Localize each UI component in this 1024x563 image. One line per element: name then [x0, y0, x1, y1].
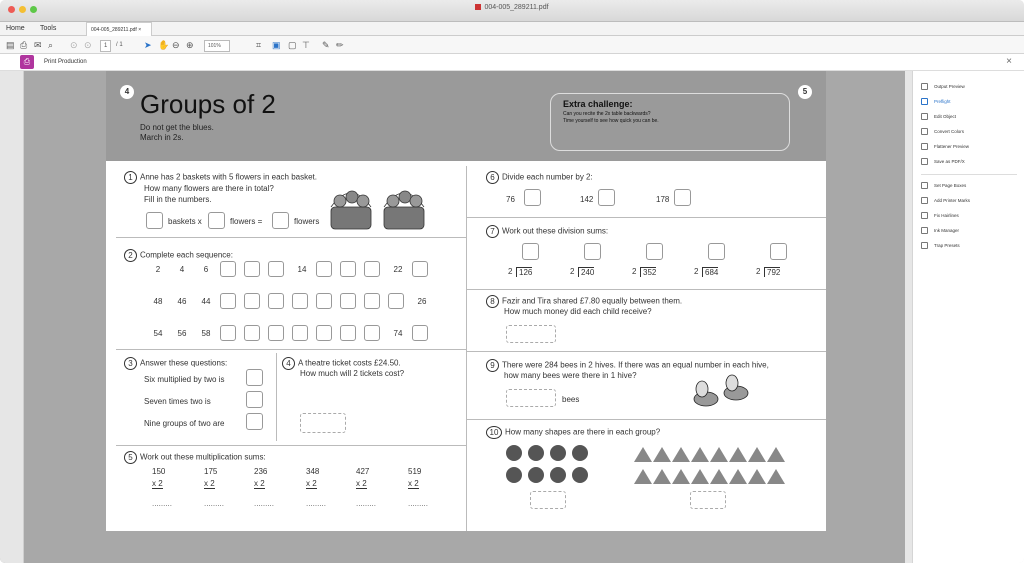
q1-line: How many flowers are there in total?	[144, 184, 274, 193]
sequence-number: 74	[393, 329, 403, 338]
triangle-shape	[634, 469, 652, 484]
circle-shape	[572, 467, 588, 483]
pdf-icon	[475, 4, 481, 10]
triangle-shape	[710, 447, 728, 462]
sequence-number: 14	[297, 265, 307, 274]
multiplication-factor: x 2	[152, 479, 163, 488]
subtitle-line: March in 2s.	[140, 133, 184, 142]
sidebar-item-label: Preflight	[934, 99, 951, 104]
circle-shape	[528, 467, 544, 483]
q2-number: 2	[124, 249, 137, 262]
sequence-box[interactable]	[220, 325, 236, 341]
zoom-in-icon[interactable]: ⊕	[186, 40, 194, 50]
dividend: 352	[640, 267, 656, 277]
sequence-box[interactable]	[316, 293, 332, 309]
answer-box[interactable]	[506, 389, 556, 407]
divide-number: 76	[506, 195, 515, 204]
window-title	[0, 4, 1024, 11]
divider	[276, 353, 277, 441]
answer-box[interactable]	[584, 243, 601, 260]
divider	[116, 237, 466, 238]
printer-marks-icon	[921, 197, 928, 204]
divider	[466, 419, 826, 420]
answer-box[interactable]	[506, 325, 556, 343]
q3-question: Six multiplied by two is	[144, 375, 225, 384]
document-tab[interactable]	[86, 22, 152, 36]
q3-number: 3	[124, 357, 137, 370]
sequence-number: 22	[393, 265, 403, 274]
q10-label: How many shapes are there in each group?	[505, 427, 661, 437]
challenge-text	[563, 111, 659, 125]
answer-box[interactable]	[146, 212, 163, 229]
multiplication-number: 519	[408, 467, 422, 476]
dividend: 240	[578, 267, 594, 277]
document-tab-label: 004-005_289211.pdf	[91, 27, 137, 33]
multiplication-factor: x 2	[356, 479, 367, 488]
q4-number: 4	[282, 357, 295, 370]
q5-text	[124, 451, 266, 464]
q7-label: Work out these division sums:	[502, 226, 609, 236]
comment-icon[interactable]: ✎	[322, 40, 330, 50]
search-icon[interactable]: ⌕	[48, 40, 54, 50]
answer-box[interactable]	[246, 413, 263, 430]
divisor: 2	[570, 267, 575, 276]
sequence-box[interactable]	[244, 293, 260, 309]
sequence-box[interactable]	[316, 325, 332, 341]
multiplication-number: 427	[356, 467, 370, 476]
flower-basket-icon	[326, 179, 436, 234]
sequence-number: 26	[417, 297, 427, 306]
answer-box[interactable]	[522, 243, 539, 260]
divisor: 2	[508, 267, 513, 276]
sequence-box[interactable]	[412, 261, 428, 277]
sidebar-item-label: Edit Object	[934, 114, 957, 119]
triangle-shape	[767, 447, 785, 462]
answer-box[interactable]	[770, 243, 787, 260]
sequence-box[interactable]	[340, 261, 356, 277]
dividend: 684	[702, 267, 718, 277]
divider	[116, 349, 466, 350]
q1-number: 1	[124, 171, 137, 184]
home-tab[interactable]: Home	[6, 25, 25, 32]
divider	[466, 351, 826, 352]
triangle-shape	[748, 469, 766, 484]
answer-box[interactable]	[598, 189, 615, 206]
tools-tab[interactable]: Tools	[40, 25, 57, 32]
sequence-number: 44	[201, 297, 211, 306]
q1-label: baskets x	[168, 217, 202, 226]
q8-line: Fazir and Tira shared £7.80 equally between them.	[502, 296, 683, 306]
triangle-shape	[729, 469, 747, 484]
page-total: / 1	[116, 42, 123, 48]
q3-label: Answer these questions:	[140, 358, 228, 368]
sidebar-item-flattener-preview[interactable]	[921, 143, 969, 150]
toolbar	[0, 36, 1024, 54]
divisor: 2	[632, 267, 637, 276]
hairlines-icon	[921, 212, 928, 219]
sequence-number: 6	[203, 265, 209, 274]
answer-box[interactable]	[674, 189, 691, 206]
answer-box[interactable]	[524, 189, 541, 206]
sequence-number: 56	[177, 329, 187, 338]
menu-bar	[0, 22, 1024, 36]
q4-line: How much will 2 tickets cost?	[300, 369, 405, 378]
q5-number: 5	[124, 451, 137, 464]
tool-title[interactable]: Print Production	[44, 59, 87, 65]
q6-number: 6	[486, 171, 499, 184]
tool-bar	[0, 54, 1024, 71]
sidebar-item-edit-object[interactable]	[921, 113, 956, 120]
triangle-shape	[729, 447, 747, 462]
edit-object-icon	[921, 113, 928, 120]
multiplication-factor: x 2	[254, 479, 265, 488]
divider	[116, 445, 466, 446]
prev-page-icon[interactable]: ⊙	[70, 40, 78, 50]
sequence-number: 48	[153, 297, 163, 306]
triangle-shape	[672, 469, 690, 484]
triangle-shape	[672, 447, 690, 462]
multiplication-number: 175	[204, 467, 218, 476]
divider	[466, 166, 467, 531]
q9-number: 9	[486, 359, 499, 372]
answer-line[interactable]: .........	[408, 499, 429, 508]
pdf-page	[106, 71, 826, 531]
sequence-box[interactable]	[268, 261, 284, 277]
triangle-shape	[653, 447, 671, 462]
multiplication-number: 150	[152, 467, 166, 476]
q6-text	[486, 171, 593, 184]
zoom-select[interactable]: 101%	[204, 40, 230, 52]
circle-shape	[506, 445, 522, 461]
page-boxes-icon	[921, 182, 928, 189]
challenge-box	[550, 93, 790, 151]
answer-line[interactable]: .........	[204, 499, 225, 508]
close-tool-button[interactable]: ×	[1006, 56, 1012, 67]
save-icon[interactable]: ▤	[6, 40, 15, 50]
q3-question: Nine groups of two are	[144, 419, 225, 428]
sidebar-item-ink-manager[interactable]	[921, 227, 959, 234]
sidebar-item-label: Add Printer Marks	[934, 198, 971, 203]
close-tab-icon[interactable]: ×	[138, 27, 142, 33]
sequence-number: 46	[177, 297, 187, 306]
sidebar-item-output-preview[interactable]	[921, 83, 965, 90]
crop-icon[interactable]: ⌗	[256, 40, 262, 50]
answer-box[interactable]	[300, 413, 346, 433]
q1-line: Anne has 2 baskets with 5 flowers in each basket.	[140, 172, 317, 182]
q10-number: 10	[486, 426, 502, 439]
q8-number: 8	[486, 295, 499, 308]
sidebar-item-label: Flattener Preview	[934, 144, 970, 149]
read-mode-icon[interactable]: ⊤	[302, 40, 310, 50]
q9-line: There were 284 bees in 2 hives. If there was an equal number in each hive,	[502, 360, 769, 370]
sidebar-item-label: Ink Manager	[934, 228, 960, 233]
left-panel-toggle[interactable]	[0, 71, 24, 563]
sidebar-item-fix-hairlines[interactable]	[921, 212, 959, 219]
divide-number: 142	[580, 195, 594, 204]
circle-shape	[572, 445, 588, 461]
sequence-box[interactable]	[220, 261, 236, 277]
ink-icon	[921, 227, 928, 234]
circle-shape	[506, 467, 522, 483]
sidebar-item-label: Save as PDF/X	[934, 159, 965, 164]
q8-line: How much money did each child receive?	[504, 307, 652, 316]
q1-label: flowers =	[230, 217, 263, 226]
triangle-shape	[767, 469, 785, 484]
sequence-box[interactable]	[220, 293, 236, 309]
sidebar-item-set-page-boxes[interactable]	[921, 182, 966, 189]
sequence-box[interactable]	[364, 261, 380, 277]
triangle-shape	[691, 447, 709, 462]
sequence-box[interactable]	[292, 293, 308, 309]
sequence-box[interactable]	[340, 293, 356, 309]
q1-label: flowers	[294, 217, 320, 226]
divider	[921, 174, 1017, 175]
challenge-line: Can you recite the 2x table backwards?	[563, 111, 651, 117]
sequence-box[interactable]	[364, 293, 380, 309]
email-icon[interactable]: ✉	[34, 40, 42, 50]
circle-shape	[528, 445, 544, 461]
q9-line: how many bees were there in 1 hive?	[504, 371, 637, 380]
print-icon[interactable]: ⎙	[20, 40, 28, 50]
fit-page-icon[interactable]: ▣	[272, 40, 281, 50]
q7-text	[486, 225, 608, 238]
fullscreen-icon[interactable]: ▢	[288, 40, 297, 50]
sidebar-item-trap-presets[interactable]	[921, 242, 960, 249]
flattener-icon	[921, 143, 928, 150]
convert-colors-icon	[921, 128, 928, 135]
sequence-box[interactable]	[244, 261, 260, 277]
sidebar-item-save-pdfx[interactable]	[921, 158, 965, 165]
q2-text	[124, 249, 233, 262]
triangle-shape	[710, 469, 728, 484]
page-number-left: 4	[120, 85, 134, 99]
sequence-box[interactable]	[244, 325, 260, 341]
challenge-title: Extra challenge:	[563, 99, 633, 109]
sidebar-item-label: Convert Colors	[934, 129, 965, 134]
dividend: 126	[516, 267, 532, 277]
q1-text	[124, 171, 317, 184]
window-title-text: 004-005_289211.pdf	[484, 4, 549, 11]
multiplication-number: 236	[254, 467, 268, 476]
sequence-box[interactable]	[292, 325, 308, 341]
triangle-shape	[653, 469, 671, 484]
sidebar-item-add-printer-marks[interactable]	[921, 197, 970, 204]
sequence-number: 2	[155, 265, 161, 274]
sequence-box[interactable]	[412, 325, 428, 341]
multiplication-factor: x 2	[204, 479, 215, 488]
multiplication-factor: x 2	[408, 479, 419, 488]
q9-label: bees	[562, 395, 580, 404]
zoom-out-icon[interactable]: ⊖	[172, 40, 180, 50]
q7-number: 7	[486, 225, 499, 238]
page-number-right: 5	[798, 85, 812, 99]
answer-box[interactable]	[246, 369, 263, 386]
answer-box[interactable]	[708, 243, 725, 260]
challenge-line: Time yourself to see how quick you can be.	[563, 118, 659, 124]
sequence-box[interactable]	[268, 325, 284, 341]
sequence-number: 4	[179, 265, 185, 274]
q1-line: Fill in the numbers.	[144, 195, 212, 204]
q6-label: Divide each number by 2:	[502, 172, 593, 182]
page-subtitle	[140, 123, 214, 143]
sequence-box[interactable]	[364, 325, 380, 341]
q5-label: Work out these multiplication sums:	[140, 452, 266, 462]
answer-box[interactable]	[646, 243, 663, 260]
q3-text	[124, 357, 227, 370]
divisor: 2	[756, 267, 761, 276]
dividend: 792	[764, 267, 780, 277]
title-bar	[0, 0, 1024, 22]
sidebar-item-convert-colors[interactable]	[921, 128, 964, 135]
divider	[466, 289, 826, 290]
answer-line[interactable]: .........	[254, 499, 275, 508]
sidebar-item-label: Output Preview	[934, 84, 965, 89]
trap-icon	[921, 242, 928, 249]
preflight-icon	[921, 98, 928, 105]
q3-question: Seven times two is	[144, 397, 211, 406]
divider	[466, 217, 826, 218]
answer-box[interactable]	[530, 491, 566, 509]
right-pane	[912, 71, 1024, 563]
triangle-shape	[634, 447, 652, 462]
sequence-box[interactable]	[268, 293, 284, 309]
answer-box[interactable]	[246, 391, 263, 408]
print-production-icon: ⎙	[20, 55, 34, 69]
multiplication-factor: x 2	[306, 479, 317, 488]
sidebar-item-label: Trap Presets	[934, 243, 960, 248]
q2-label: Complete each sequence:	[140, 250, 233, 260]
output-preview-icon	[921, 83, 928, 90]
answer-line[interactable]: .........	[306, 499, 327, 508]
answer-box[interactable]	[208, 212, 225, 229]
sidebar-item-preflight[interactable]	[921, 98, 951, 105]
q10-text	[486, 426, 660, 439]
page-number-input[interactable]: 1	[100, 40, 111, 52]
answer-box[interactable]	[690, 491, 726, 509]
circle-shape	[550, 445, 566, 461]
bees-icon	[690, 373, 760, 413]
hand-tool-icon[interactable]: ✋	[158, 40, 170, 50]
select-tool-icon[interactable]: ➤	[144, 40, 152, 50]
answer-line[interactable]: .........	[152, 499, 173, 508]
next-page-icon[interactable]: ⊙	[84, 40, 92, 50]
page-header	[106, 71, 826, 161]
sequence-number: 58	[201, 329, 211, 338]
answer-box[interactable]	[272, 212, 289, 229]
sequence-box[interactable]	[388, 293, 404, 309]
divide-number: 178	[656, 195, 670, 204]
sidebar-item-label: Set Page Boxes	[934, 183, 967, 188]
sequence-box[interactable]	[340, 325, 356, 341]
sequence-number: 54	[153, 329, 163, 338]
triangle-shape	[748, 447, 766, 462]
circle-shape	[550, 467, 566, 483]
subtitle-line: Do not get the blues.	[140, 123, 214, 132]
multiplication-number: 348	[306, 467, 320, 476]
q4-line: A theatre ticket costs £24.50.	[298, 358, 401, 368]
highlight-icon[interactable]: ✏	[336, 40, 344, 50]
sequence-box[interactable]	[316, 261, 332, 277]
divisor: 2	[694, 267, 699, 276]
sidebar-item-label: Fix Hairlines	[934, 213, 959, 218]
triangle-shape	[691, 469, 709, 484]
page-title: Groups of 2	[140, 89, 276, 119]
pdfx-icon	[921, 158, 928, 165]
answer-line[interactable]: .........	[356, 499, 377, 508]
